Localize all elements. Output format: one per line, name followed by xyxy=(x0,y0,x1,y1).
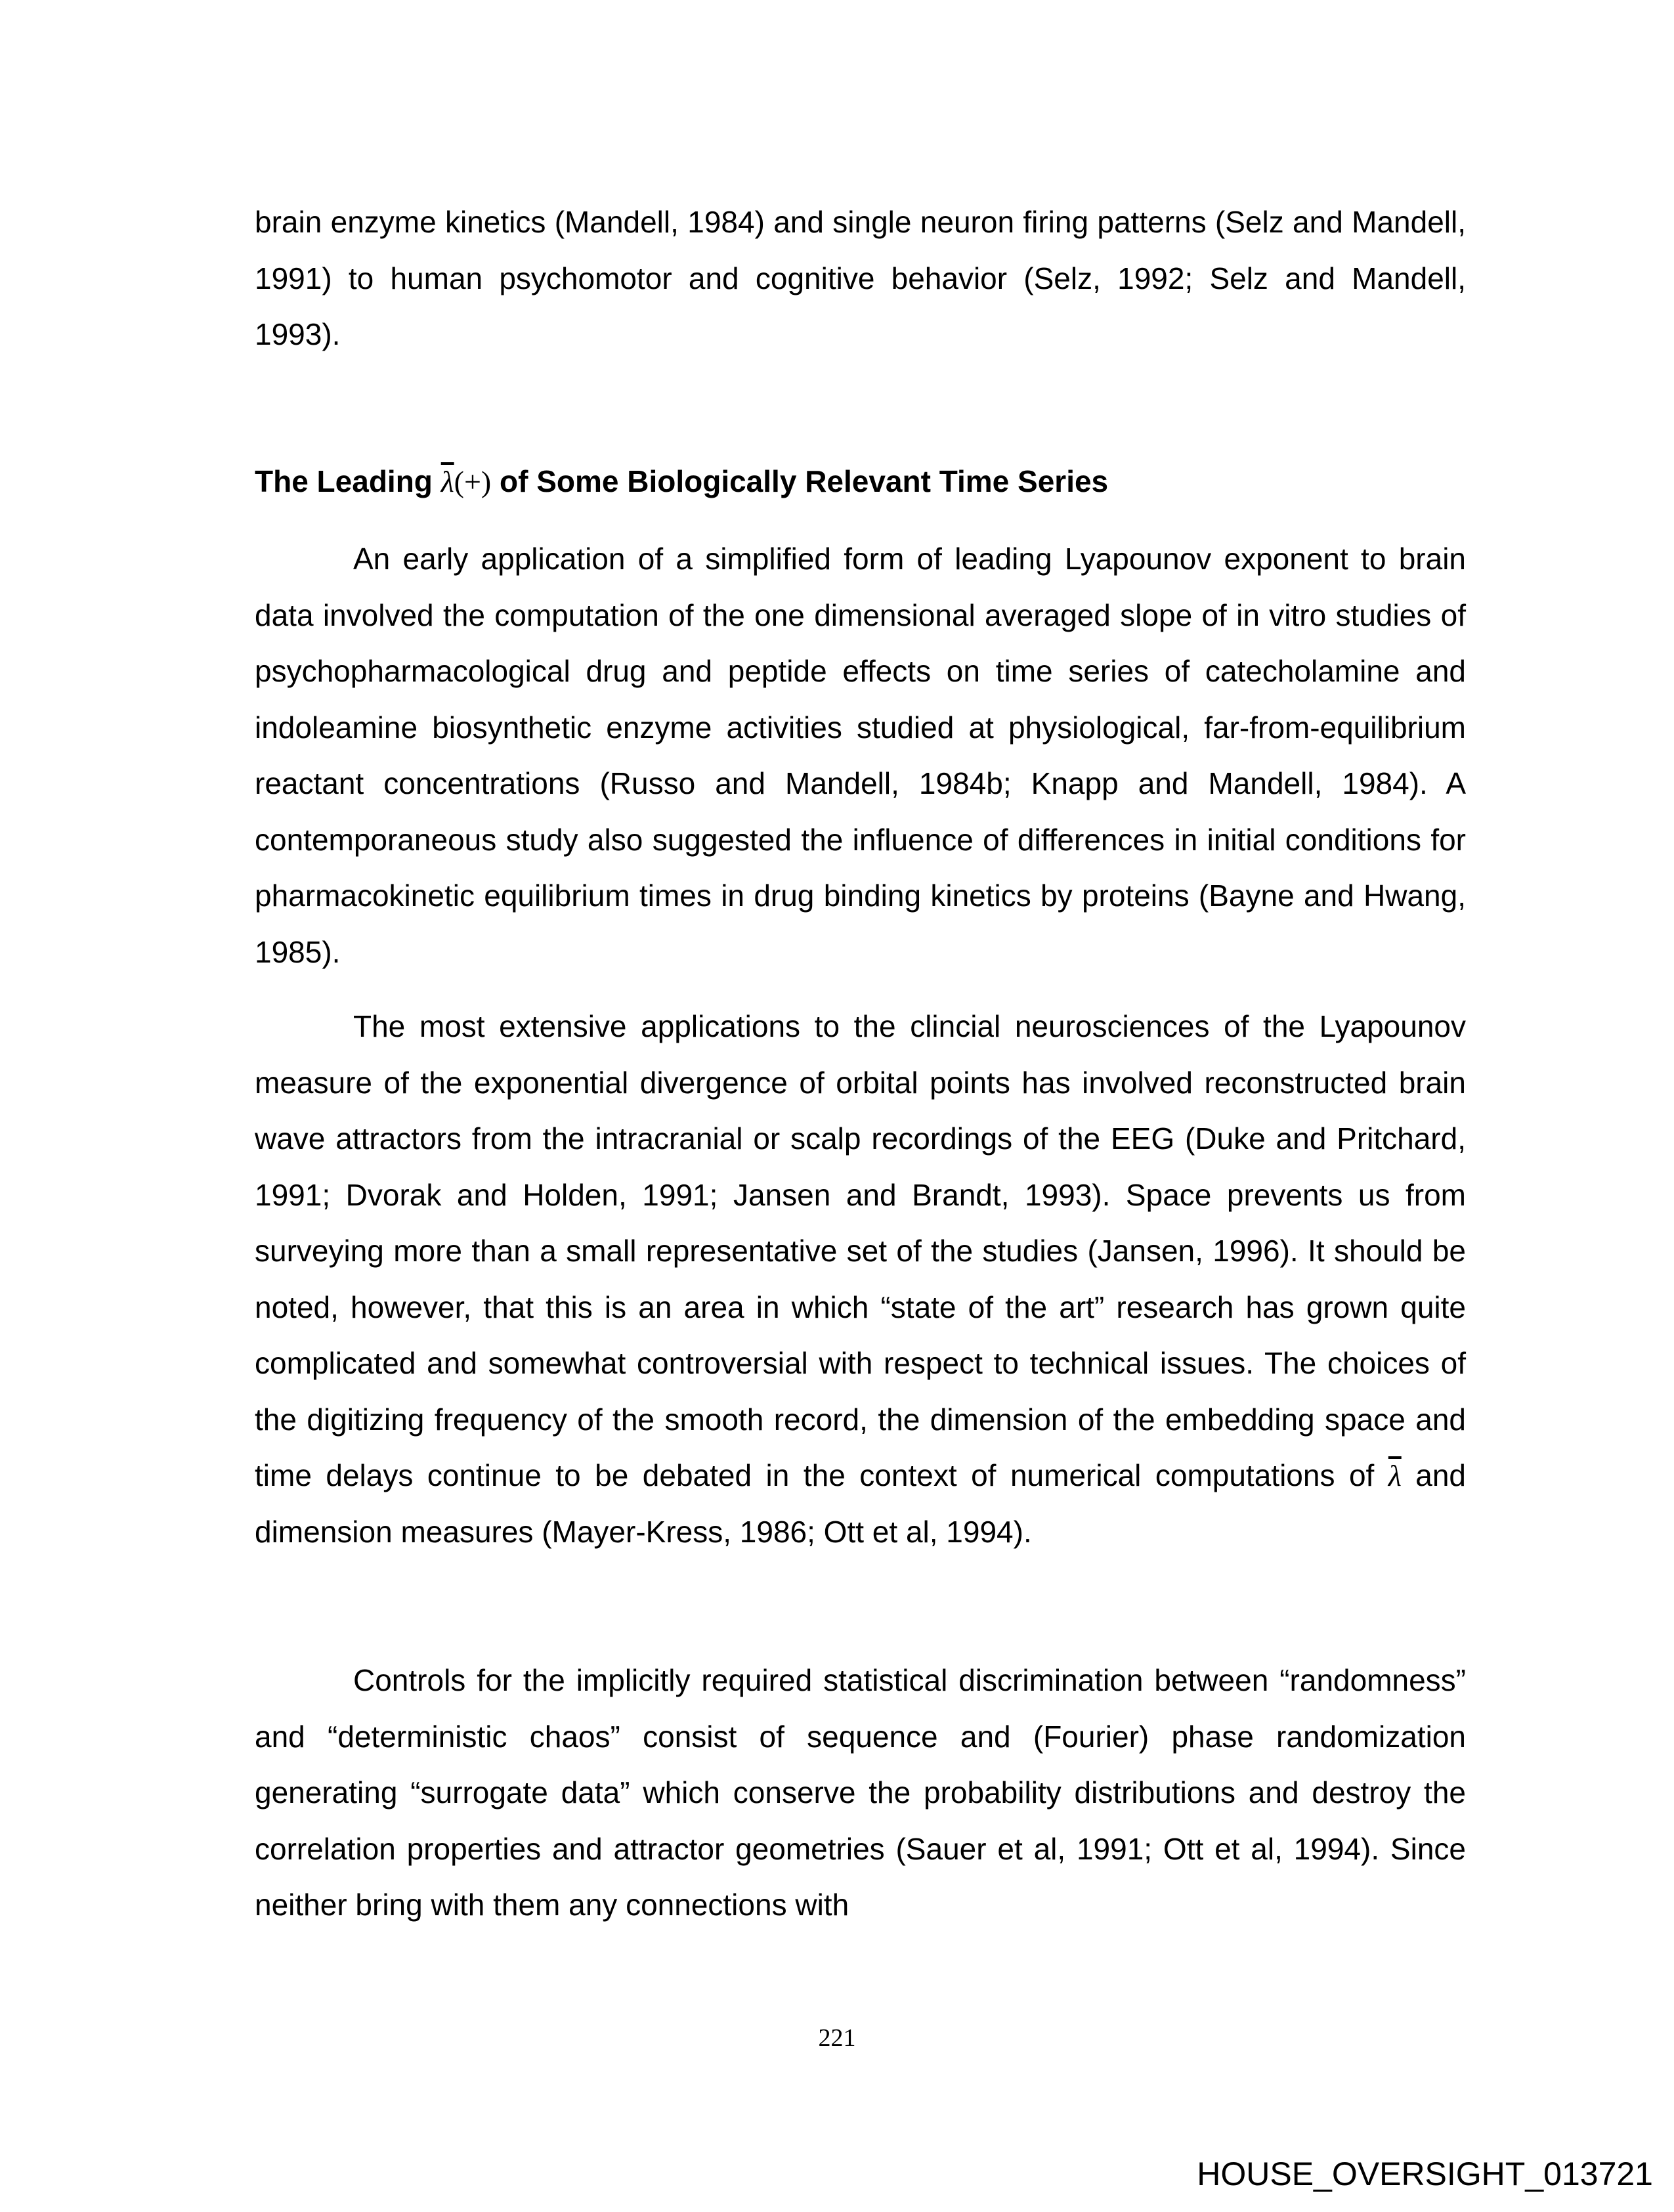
paragraph-controls: Controls for the implicitly required statistical discrimination between “randomness” and “deterministic chaos” consist of sequence and (Fourier) phase randomization generating “surrogate data” which conserve the probability distributions and destroy the correlation properties and attractor geometries (Sauer et al, 1991; Ott et al, 1994). Since neither bring with them any connections with xyxy=(255,1663,1466,1922)
section-heading xyxy=(255,454,1108,510)
paragraph-early-application: An early application of a simplified form of leading Lyapounov exponent to brain data involved the computation of the one dimensional averaged slope of in vitro studies of psychopharmacological drug and peptide effects on time series of catecholamine and indoleamine biosynthetic enzyme activities studied at physiological, far-from-equilibrium reactant concentrations (Russo and Mandell, 1984b; Knapp and Mandell, 1984). A contemporaneous study also suggested the influence of differences in initial conditions for pharmacokinetic equilibrium times in drug binding kinetics by proteins (Bayne and Hwang, 1985). xyxy=(255,542,1466,969)
paragraph-continued: brain enzyme kinetics (Mandell, 1984) and single neuron firing patterns (Selz and Mandell, 1991) to human psychomotor and cognitive behavior (Selz, 1992; Selz and Mandell, 1993). xyxy=(255,205,1466,351)
lambda-bar-symbol: $\overline{\lambda}$ xyxy=(1388,1459,1402,1492)
heading-suffix: of Some Biologically Relevant Time Series xyxy=(491,464,1109,498)
heading-prefix: The Leading xyxy=(255,464,441,498)
page-number: 221 xyxy=(818,2024,856,2052)
bates-stamp: HOUSE_OVERSIGHT_013721 xyxy=(1197,2156,1653,2192)
paragraph-clinical-applications: The most extensive applications to the clincial neurosciences of the Lyapounov measure of the exponential divergence of orbital points has involved reconstructed brain wave attractors from the intracranial or scalp recordings of the EEG (Duke and Pritchard, 1991; Dvorak and Holden, 1991; Jansen and Brandt, 1993). Space prevents us from surveying more than a small representative set of the studies (Jansen, 1996). It should be noted, however, that this is an area in which “state of the art” research has grown quite complicated and somewhat controversial with respect to technical issues. The choices of the digitizing frequency of the smooth record, the dimension of the embedding space and time delays continue to be debated in the context of numerical computations of $\overline{\lambda}$ and dimension measures (Mayer-Kress, 1986; Ott et al, 1994). xyxy=(255,1009,1466,1549)
lambda-bar-symbol: λ(+) xyxy=(440,465,492,498)
